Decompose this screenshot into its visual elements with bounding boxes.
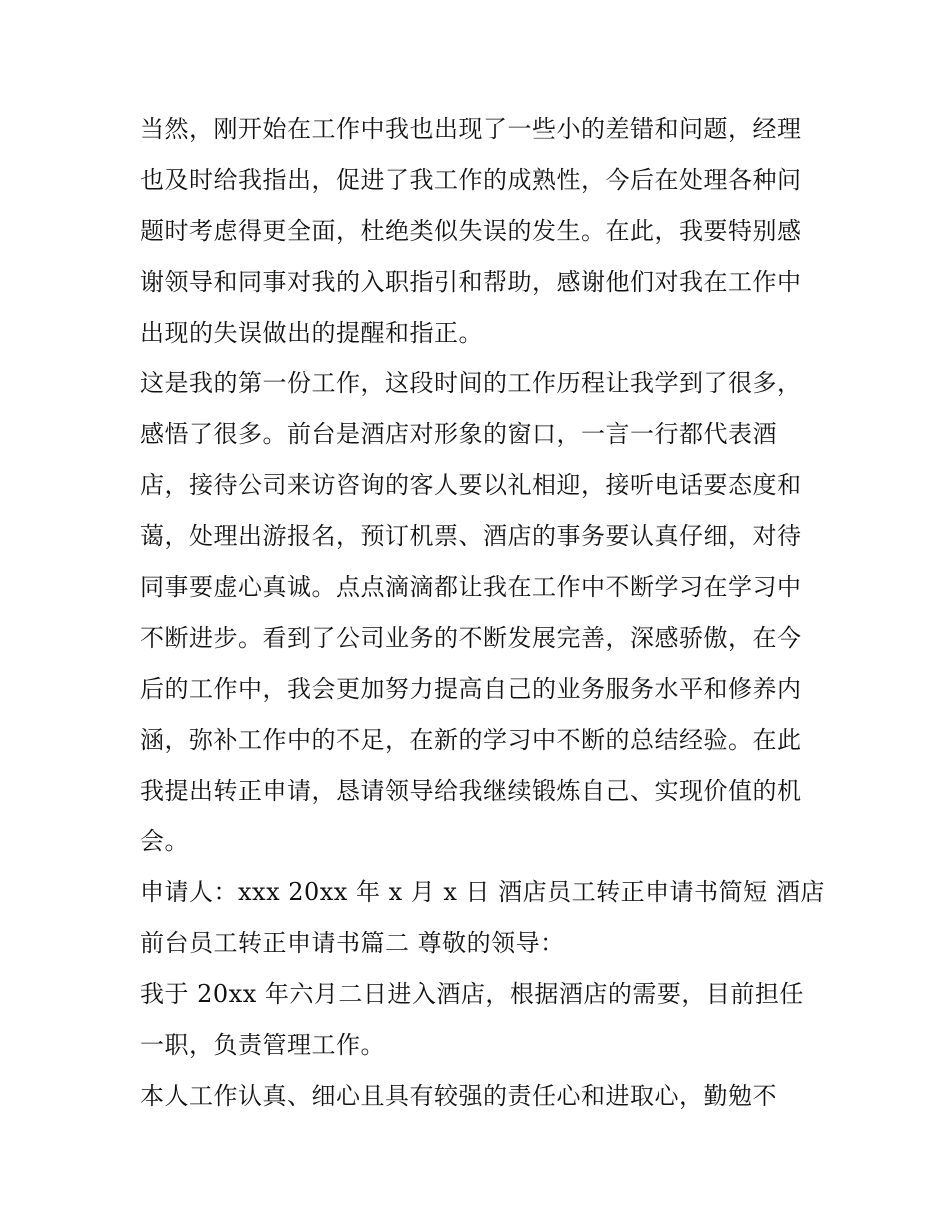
paragraph-joined-hotel	[140, 969, 820, 1071]
text-line: 一职，负责管理工作。	[140, 1031, 385, 1060]
text-line: 出现的失误做出的提醒和指正。	[140, 318, 483, 347]
paragraph-applicant	[140, 867, 825, 969]
text-line: 感悟了很多。前台是酒店对形象的窗口，一言一行都代表酒	[140, 420, 777, 449]
text-line: 同事要虚心真诚。点点滴滴都让我在工作中不断学习在学习中	[140, 573, 802, 602]
text-line: 前台员工转正申请书篇二 尊敬的领导：	[140, 929, 565, 958]
text-line: 不断进步。看到了公司业务的不断发展完善，深感骄傲，在今	[140, 623, 802, 652]
paragraph-mistakes	[140, 104, 820, 358]
text-line: 当然，刚开始在工作中我也出现了一些小的差错和问题，经理	[140, 115, 802, 143]
text-line: 店，接待公司来访咨询的客人要以礼相迎，接听电话要态度和	[140, 471, 802, 500]
text-line: 我于 20xx 年六月二日进入酒店，根据酒店的需要，目前担任	[140, 980, 804, 1009]
paragraph-self-assessment	[140, 1071, 820, 1122]
text-line: 也及时给我指出，促进了我工作的成熟性，今后在处理各种问	[140, 165, 802, 194]
text-line: 这是我的第一份工作，这段时间的工作历程让我学到了很多，	[140, 369, 802, 398]
text-line: 题时考虑得更全面，杜绝类似失误的发生。在此，我要特别感	[140, 216, 802, 245]
document-body	[140, 104, 825, 1122]
text-line: 本人工作认真、细心且具有较强的责任心和进取心，勤勉不	[140, 1081, 777, 1110]
text-line: 蔼，处理出游报名，预订机票、酒店的事务要认真仔细，对待	[140, 522, 802, 551]
paragraph-first-job	[140, 358, 820, 867]
text-line: 我提出转正申请，恳请领导给我继续锻炼自己、实现价值的机	[140, 776, 802, 805]
text-line: 谢领导和同事对我的入职指引和帮助，感谢他们对我在工作中	[140, 267, 802, 296]
text-line: 涵，弥补工作中的不足，在新的学习中不断的总结经验。在此	[140, 725, 802, 754]
text-line: 后的工作中，我会更加努力提高自己的业务服务水平和修养内	[140, 674, 802, 703]
text-line: 会。	[140, 827, 189, 856]
text-line: 申请人：xxx 20xx 年 x 月 x 日 酒店员工转正申请书简短 酒店	[140, 878, 825, 907]
